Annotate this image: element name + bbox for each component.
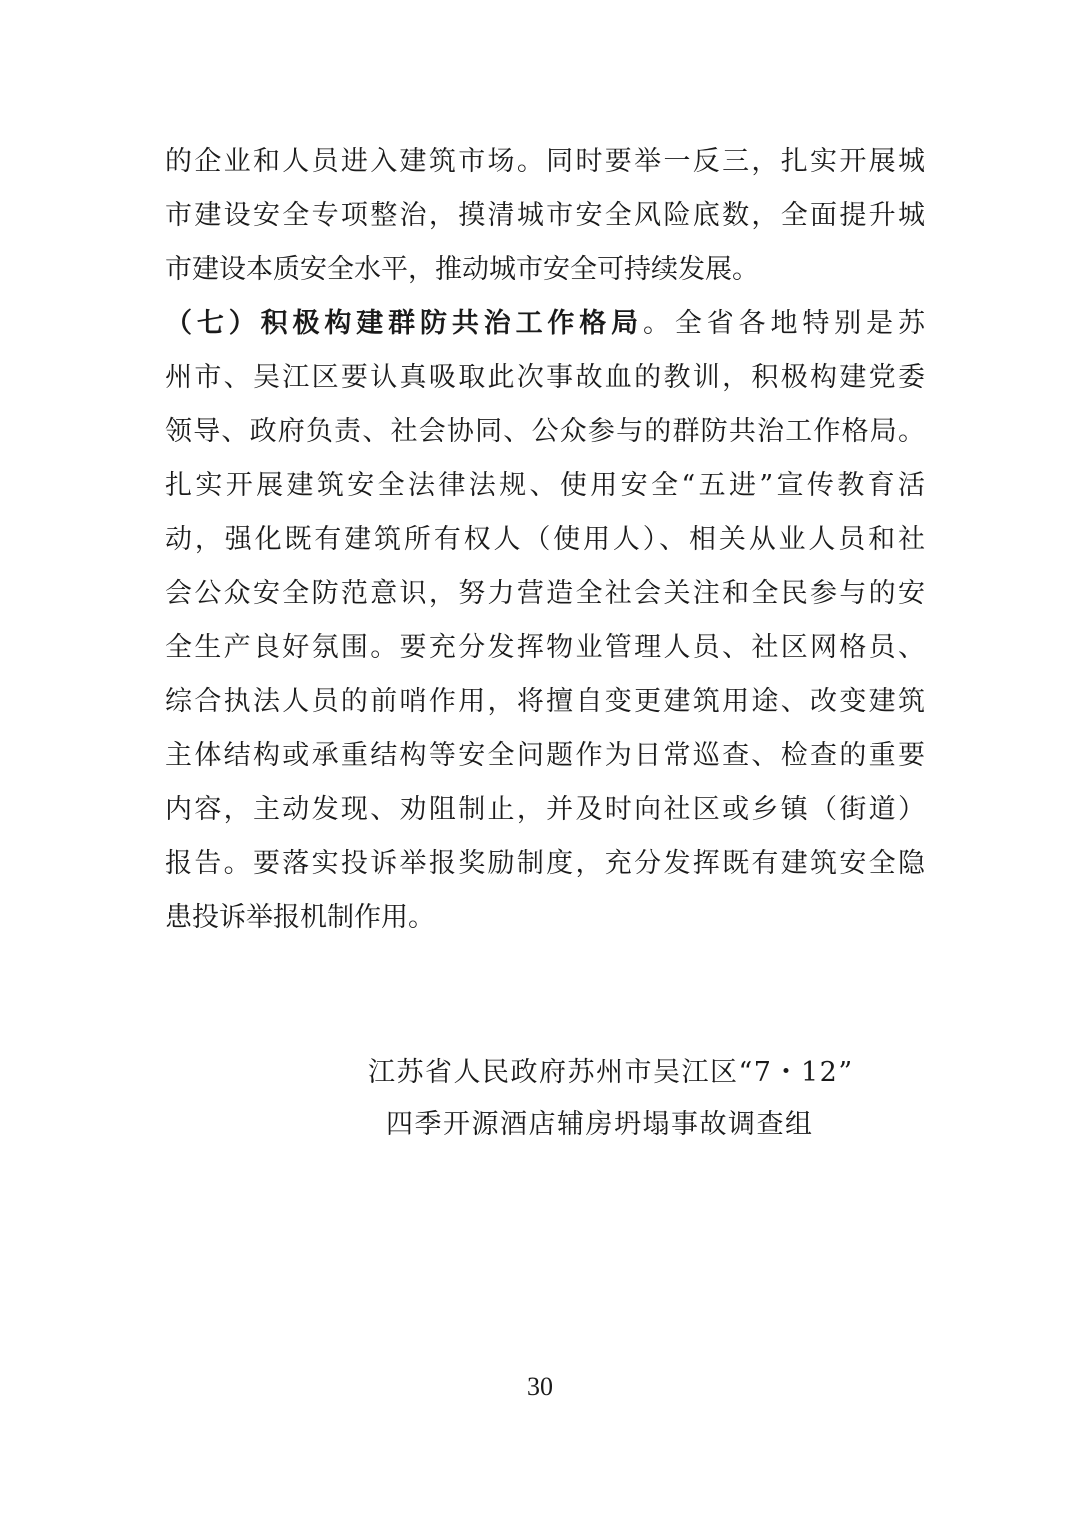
body-line: 扎实开展建筑安全法律法规、使用安全“五进”宣传教育活 xyxy=(165,470,925,501)
body-line: 动，强化既有建筑所有权人（使用人）、相关从业人员和社 xyxy=(165,524,925,555)
body-line: 市建设本质安全水平，推动城市安全可持续发展。 xyxy=(165,254,759,285)
section-7-first-line xyxy=(165,304,925,344)
body-line: 领导、政府负责、社会协同、公众参与的群防共治工作格局。 xyxy=(165,416,925,447)
signature-line-2: 四季开源酒店辅房坍塌事故调查组 xyxy=(386,1109,814,1140)
body-line: 州市、吴江区要认真吸取此次事故血的教训，积极构建党委 xyxy=(165,362,925,393)
body-line: 会公众安全防范意识，努力营造全社会关注和全民参与的安 xyxy=(165,578,925,609)
section-7-heading: （七）积极构建群防共治工作格局 xyxy=(165,308,644,339)
body-line: 的企业和人员进入建筑市场。同时要举一反三，扎实开展城 xyxy=(165,146,925,177)
body-line: 全生产良好氛围。要充分发挥物业管理人员、社区网格员、 xyxy=(165,632,925,663)
body-line: 报告。要落实投诉举报奖励制度，充分发挥既有建筑安全隐 xyxy=(165,848,925,879)
body-line: 主体结构或承重结构等安全问题作为日常巡查、检查的重要 xyxy=(165,740,925,771)
body-line: 内容，主动发现、劝阻制止，并及时向社区或乡镇（街道） xyxy=(165,794,925,825)
body-line: 患投诉举报机制作用。 xyxy=(165,902,435,933)
body-line: 市建设安全专项整治，摸清城市安全风险底数，全面提升城 xyxy=(165,200,925,231)
signature-line-1: 江苏省人民政府苏州市吴江区“7・12” xyxy=(368,1057,854,1088)
body-line: 综合执法人员的前哨作用，将擅自变更建筑用途、改变建筑 xyxy=(165,686,925,717)
page-number: 30 xyxy=(527,1372,553,1401)
section-7-lead-text: 。全省各地特别是苏 xyxy=(643,308,926,339)
